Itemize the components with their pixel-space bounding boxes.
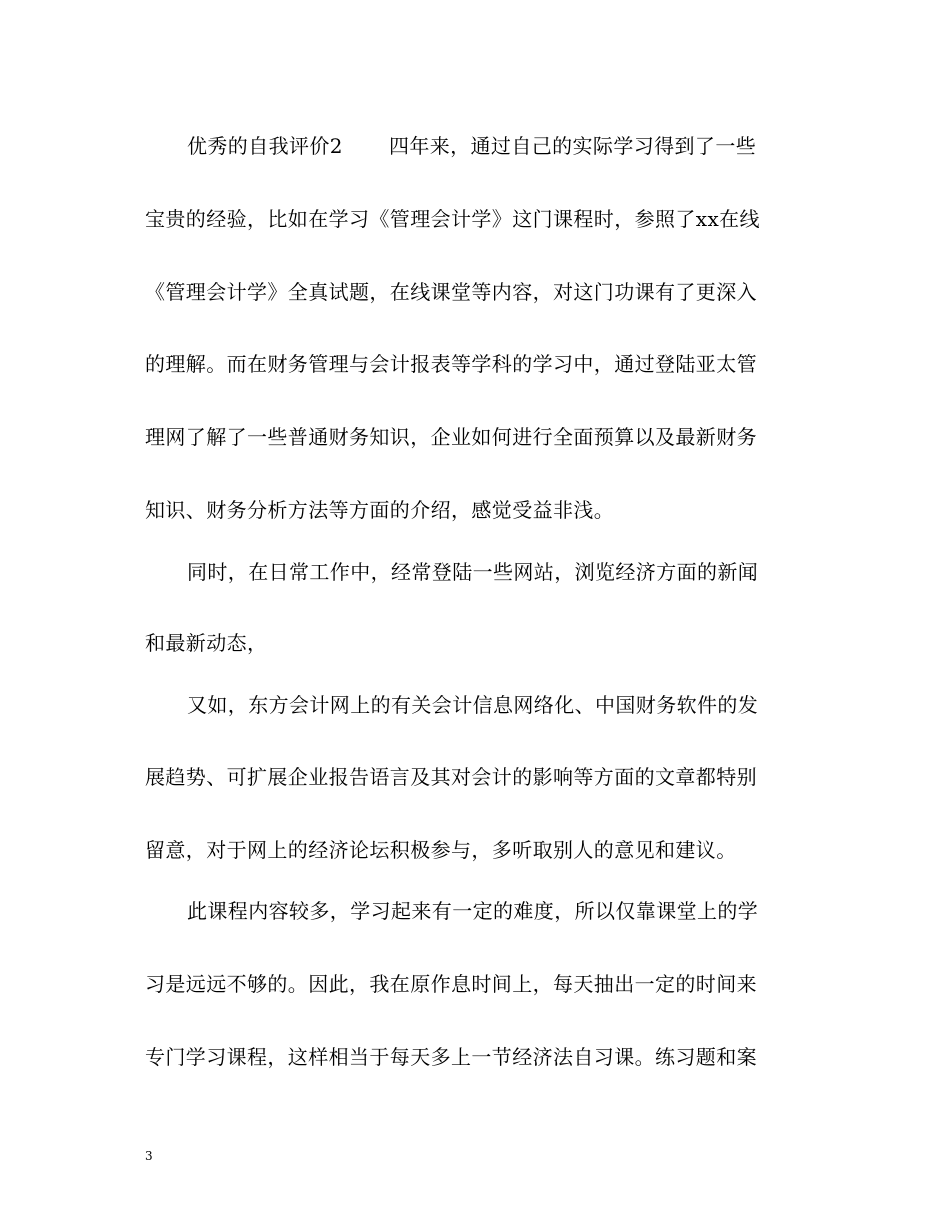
paragraph-1-line-2: 宝贵的经验，比如在学习《管理会计学》这门课程时，参照了xx在线 — [145, 207, 760, 231]
paragraph-2-line-2: 和最新动态， — [145, 631, 268, 655]
section-heading: 优秀的自我评价2 — [187, 134, 343, 158]
paragraph-1-line-1 — [187, 132, 867, 160]
paragraph-1-line-6: 知识、财务分析方法等方面的介绍，感觉受益非浅。 — [145, 498, 615, 522]
paragraph-3-line-3: 留意，对于网上的经济论坛积极参与，多听取别人的意见和建议。 — [145, 838, 737, 862]
paragraph-4-line-1: 此课程内容较多，学习起来有一定的难度，所以仅靠课堂上的学 — [187, 899, 759, 923]
paragraph-3-line-1: 又如，东方会计网上的有关会计信息网络化、中国财务软件的发 — [187, 693, 759, 717]
paragraph-3-line-2: 展趋势、可扩展企业报告语言及其对会计的影响等方面的文章都特别 — [145, 765, 757, 789]
paragraph-1-line-4: 的理解。而在财务管理与会计报表等学科的学习中，通过登陆亚太管 — [145, 352, 757, 376]
paragraph-2-line-1: 同时，在日常工作中，经常登陆一些网站，浏览经济方面的新闻 — [187, 560, 759, 584]
paragraph-1-line-5: 理网了解了一些普通财务知识，企业如何进行全面预算以及最新财务 — [145, 425, 757, 449]
paragraph-1-text: 四年来，通过自己的实际学习得到了一些 — [388, 134, 757, 158]
page-number: 3 — [145, 1149, 153, 1163]
paragraph-4-line-2: 习是远远不够的。因此，我在原作息时间上，每天抽出一定的时间来 — [145, 972, 757, 996]
paragraph-1-line-3: 《管理会计学》全真试题，在线课堂等内容，对这门功课有了更深入 — [145, 280, 757, 304]
paragraph-4-line-3: 专门学习课程，这样相当于每天多上一节经济法自习课。练习题和案 — [145, 1045, 757, 1069]
